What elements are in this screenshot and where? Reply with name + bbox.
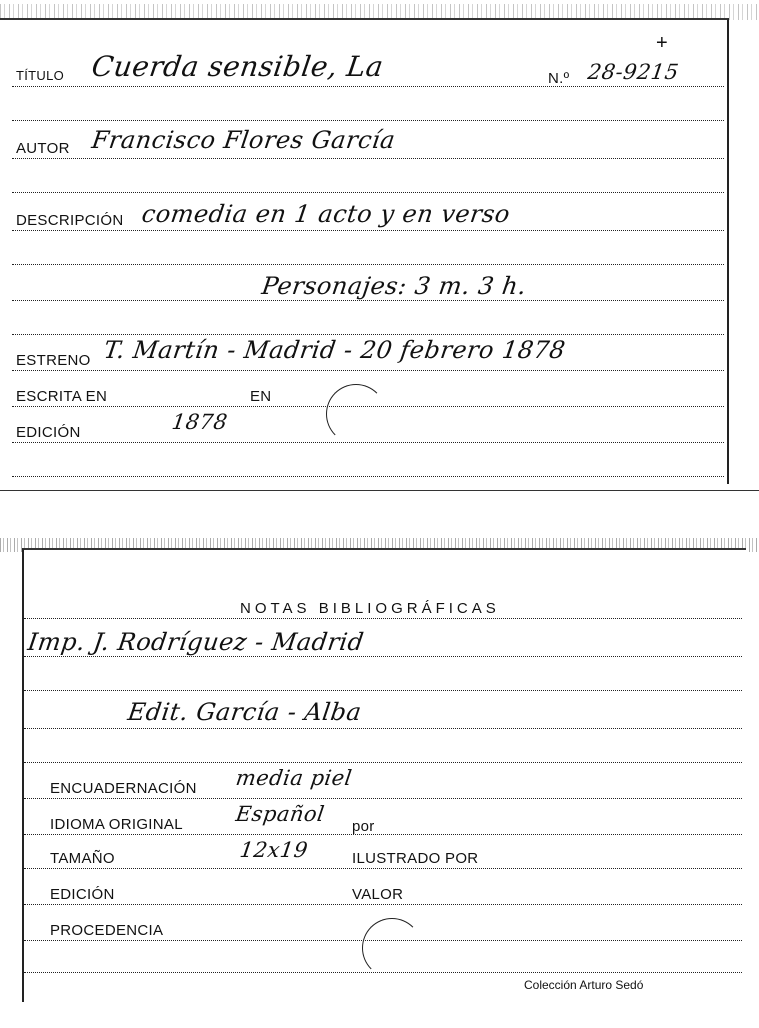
rule-bottom-2 xyxy=(24,972,742,973)
por-label: por xyxy=(352,818,375,835)
rule-note2 xyxy=(24,728,742,729)
rule-blank-2 xyxy=(12,192,724,193)
note-editorial: Edit. García - Alba xyxy=(126,698,364,726)
rule-blank-4 xyxy=(12,334,724,335)
plus-mark: + xyxy=(656,32,668,54)
rule-blank-5 xyxy=(24,690,742,691)
titulo-value: Cuerda sensible, La xyxy=(89,50,386,83)
edicion-value: 1878 xyxy=(170,410,230,434)
rule-edicion xyxy=(12,442,724,443)
rule-descripcion xyxy=(12,230,724,231)
punch-hole-1 xyxy=(326,384,386,444)
rule-note1 xyxy=(24,656,742,657)
encuadernacion-value: media piel xyxy=(234,766,354,790)
rule-titulo xyxy=(12,86,724,87)
numero-label: N.º xyxy=(548,70,570,87)
edicion-label: EDICIÓN xyxy=(16,424,81,441)
autor-label: AUTOR xyxy=(16,140,70,157)
numero-value: 28-9215 xyxy=(586,60,681,84)
rule-blank-6 xyxy=(24,762,742,763)
rule-bottom-1 xyxy=(12,476,724,477)
rule-edicion2 xyxy=(24,904,742,905)
rule-encuadernacion xyxy=(24,798,742,799)
rule-blank-3 xyxy=(12,264,724,265)
rule-tamano xyxy=(24,868,742,869)
rule-estreno xyxy=(12,370,724,371)
rule-idioma xyxy=(24,834,742,835)
estreno-label: ESTRENO xyxy=(16,352,91,369)
idioma-value: Español xyxy=(234,802,327,826)
tamano-label: TAMAÑO xyxy=(50,850,115,867)
tamano-value: 12x19 xyxy=(238,838,310,862)
encuadernacion-label: ENCUADERNACIÓN xyxy=(50,780,197,797)
note-imprenta: Imp. J. Rodríguez - Madrid xyxy=(26,628,366,656)
idioma-label: IDIOMA ORIGINAL xyxy=(50,816,183,833)
estreno-value: T. Martín - Madrid - 20 febrero 1878 xyxy=(102,336,568,364)
descripcion-value-2: Personajes: 3 m. 3 h. xyxy=(260,272,529,300)
rule-personajes xyxy=(12,300,724,301)
descripcion-value: comedia en 1 acto y en verso xyxy=(140,200,512,228)
procedencia-label: PROCEDENCIA xyxy=(50,922,164,939)
punch-hole-2 xyxy=(362,918,422,978)
escrita-label: ESCRITA EN xyxy=(16,388,108,405)
valor-label: VALOR xyxy=(352,886,404,903)
titulo-label: TÍTULO xyxy=(16,68,65,83)
edicion2-label: EDICIÓN xyxy=(50,886,115,903)
descripcion-label: DESCRIPCIÓN xyxy=(16,212,124,229)
en-label: EN xyxy=(250,388,272,405)
rule-heading xyxy=(24,618,742,619)
coleccion-footer: Colección Arturo Sedó xyxy=(524,978,644,992)
notas-heading: NOTAS BIBLIOGRÁFICAS xyxy=(240,600,500,617)
rule-blank-1 xyxy=(12,120,724,121)
autor-value: Francisco Flores García xyxy=(90,126,398,154)
ilustrado-label: ILUSTRADO POR xyxy=(352,850,479,867)
card-divider xyxy=(0,490,759,491)
rule-autor xyxy=(12,158,724,159)
